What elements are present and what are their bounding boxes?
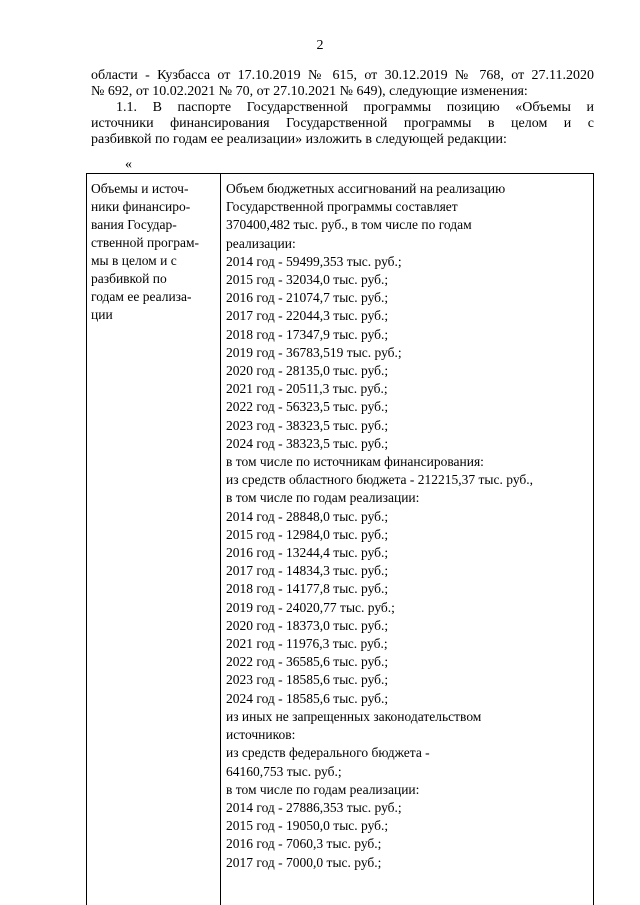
value-line: из средств областного бюджета - 212215,37 тыс. руб.,	[226, 472, 534, 488]
clause-line: разбивкой по годам ее реализации» изложить в следующей редакции:	[91, 132, 507, 147]
value-line: 2020 год - 28135,0 тыс. руб.;	[226, 363, 389, 379]
value-line: 2018 год - 14177,8 тыс. руб.;	[226, 581, 389, 597]
label-line: мы в целом и с	[91, 253, 177, 268]
value-line: 2021 год - 20511,3 тыс. руб.;	[226, 381, 388, 397]
value-line: 2020 год - 18373,0 тыс. руб.;	[226, 617, 389, 633]
value-line: реализации:	[226, 235, 296, 251]
value-line: 2019 год - 24020,77 тыс. руб.;	[226, 599, 395, 615]
label-line: годам ее реализа-	[91, 289, 192, 304]
value-line: Государственной программы составляет	[226, 199, 458, 215]
value-line: в том числе по источникам финансирования:	[226, 454, 484, 470]
value-line: 2014 год - 27886,353 тыс. руб.;	[226, 799, 402, 815]
value-line: 2016 год - 7060,3 тыс. руб.;	[226, 836, 382, 852]
intro-line: № 692, от 10.02.2021 № 70, от 27.10.2021 № 649), следующие изменения:	[91, 84, 528, 99]
value-line: 2015 год - 19050,0 тыс. руб.;	[226, 818, 389, 834]
value-line: 64160,753 тыс. руб.;	[226, 763, 342, 779]
label-line: ники финансиро-	[91, 199, 191, 214]
value-line: 2017 год - 7000,0 тыс. руб.;	[226, 854, 382, 870]
value-line: в том числе по годам реализации:	[226, 781, 420, 797]
value-line: 2017 год - 22044,3 тыс. руб.;	[226, 308, 389, 324]
value-line: 2014 год - 28848,0 тыс. руб.;	[226, 508, 389, 524]
value-line: 2014 год - 59499,353 тыс. руб.;	[226, 253, 402, 269]
value-line: 370400,482 тыс. руб., в том числе по годам	[226, 217, 472, 233]
value-line: 2017 год - 14834,3 тыс. руб.;	[226, 563, 389, 579]
label-line: Объемы и источ-	[91, 181, 189, 196]
value-line: 2024 год - 18585,6 тыс. руб.;	[226, 690, 389, 706]
value-line: 2022 год - 56323,5 тыс. руб.;	[226, 399, 389, 415]
intro-text	[91, 68, 594, 148]
value-line: Объем бюджетных ассигнований на реализацию	[226, 181, 506, 196]
page-number: 2	[316, 38, 324, 53]
value-line: 2022 год - 36585,6 тыс. руб.;	[226, 654, 389, 670]
passport-table	[86, 173, 594, 905]
label-line: вания Государ-	[91, 217, 177, 232]
value-line: 2016 год - 21074,7 тыс. руб.;	[226, 290, 389, 306]
value-line: 2021 год - 11976,3 тыс. руб.;	[226, 636, 388, 652]
table-value-cell	[221, 174, 593, 905]
value-line: 2015 год - 32034,0 тыс. руб.;	[226, 272, 389, 288]
value-line: из средств федерального бюджета -	[226, 745, 430, 761]
table-label-cell	[87, 174, 221, 905]
clause-line: 1.1. В паспорте Государственной программы позицию «Объемы и	[116, 100, 594, 115]
value-line: из иных не запрещенных законодательством	[226, 708, 482, 724]
value-line: 2016 год - 13244,4 тыс. руб.;	[226, 545, 389, 561]
value-line: источников:	[226, 727, 296, 743]
label-line: ции	[91, 307, 113, 322]
value-line: 2024 год - 38323,5 тыс. руб.;	[226, 435, 389, 451]
value-line: 2015 год - 12984,0 тыс. руб.;	[226, 526, 389, 542]
clause-line: источники финансирования Государственной программы в целом и с	[91, 116, 594, 131]
label-line: разбивкой по	[91, 271, 167, 286]
intro-line: области - Кузбасса от 17.10.2019 № 615, от 30.12.2019 № 768, от 27.11.2020	[91, 68, 594, 83]
value-line: 2023 год - 18585,6 тыс. руб.;	[226, 672, 389, 688]
value-line: 2019 год - 36783,519 тыс. руб.;	[226, 344, 402, 360]
value-line: в том числе по годам реализации:	[226, 490, 420, 506]
label-line: ственной програм-	[91, 235, 200, 250]
value-line: 2018 год - 17347,9 тыс. руб.;	[226, 326, 389, 342]
value-line: 2023 год - 38323,5 тыс. руб.;	[226, 417, 389, 433]
opening-quote: «	[125, 157, 132, 172]
